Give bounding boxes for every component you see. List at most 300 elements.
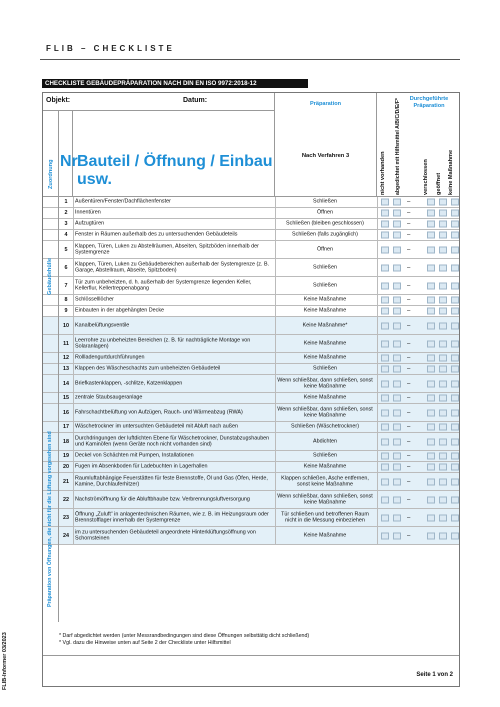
- checkbox-nicht-vorhanden[interactable]: [381, 246, 389, 253]
- row-number: 10: [63, 322, 69, 329]
- row-preparation: Wenn schließbar, dann schließen, sonst keine Maßnahme: [277, 405, 373, 419]
- checkbox-abgedichtet[interactable]: [393, 395, 401, 402]
- page-number: Seite 1 von 2: [416, 672, 453, 678]
- checkbox-keine-massnahme[interactable]: [451, 199, 459, 206]
- checkbox-keine-massnahme[interactable]: [451, 478, 459, 485]
- table-row: [43, 208, 459, 219]
- row-component: Fugen im Absenkboden für Ladebuchten in Lagerhallen: [75, 463, 208, 470]
- checkbox-verschlossen[interactable]: [427, 478, 435, 485]
- verfahren-label: Nach Verfahren 3: [301, 153, 350, 159]
- checklist-title: CHECKLISTE GEBÄUDEPRÄPARATION NACH DIN EN ISO 9972:2018-12: [42, 79, 308, 88]
- row-preparation: Keine Maßnahme: [303, 307, 347, 314]
- column-divider: [275, 295, 276, 305]
- checkbox-abgedichtet[interactable]: [393, 424, 401, 431]
- abgedichtet-code-dash: –: [407, 514, 411, 521]
- row-preparation: Keine Maßnahme: [303, 296, 347, 303]
- column-divider: [275, 375, 276, 392]
- checkbox-nicht-vorhanden[interactable]: [381, 340, 389, 347]
- row-number: 7: [64, 282, 68, 289]
- row-preparation: Schließen (bleiben geschlossen): [286, 220, 364, 227]
- footnote-2: * Vgl. dazu die Hinweise unten auf Seite 2 der Checkliste unter Hilfsmittel: [59, 640, 231, 646]
- checkbox-abgedichtet[interactable]: [393, 532, 401, 539]
- row-component: Kanalbelüftungsventile: [75, 322, 130, 329]
- table-row: [43, 473, 459, 491]
- row-checkboxes: [377, 230, 459, 240]
- row-checkboxes: [377, 306, 459, 316]
- table-row: [43, 219, 459, 230]
- column-divider: [73, 277, 74, 294]
- column-divider: [73, 295, 74, 305]
- row-number: 15: [63, 395, 69, 401]
- abgedichtet-code-dash: –: [407, 210, 411, 216]
- footer-divider: [43, 655, 459, 656]
- checkbox-nicht-vorhanden[interactable]: [381, 514, 389, 521]
- row-number: 12: [63, 355, 69, 361]
- column-divider: [73, 527, 74, 544]
- checkbox-geoeffnet[interactable]: [439, 366, 447, 373]
- row-component: Einbauten in der abgehängten Decke: [75, 307, 165, 314]
- checkbox-abgedichtet[interactable]: [393, 340, 401, 347]
- durchgefuehrt-header: [377, 93, 459, 145]
- checkbox-keine-massnahme[interactable]: [451, 409, 459, 416]
- checkbox-verschlossen[interactable]: [427, 409, 435, 416]
- checkbox-abgedichtet[interactable]: [393, 282, 401, 289]
- abgedichtet-code-dash: –: [407, 496, 411, 503]
- checkbox-nicht-vorhanden[interactable]: [381, 453, 389, 460]
- check-header-keine-massnahme: keine Maßnahme: [448, 149, 454, 195]
- checkbox-nicht-vorhanden[interactable]: [381, 424, 389, 431]
- checkbox-geoeffnet[interactable]: [439, 409, 447, 416]
- row-number: 21: [63, 478, 69, 485]
- checkbox-abgedichtet[interactable]: [393, 478, 401, 485]
- checkbox-verschlossen[interactable]: [427, 340, 435, 347]
- durchgefuehrt-label: Durchgeführte Präparation: [409, 96, 449, 109]
- table-row: [43, 451, 459, 462]
- row-preparation: Öffnen: [316, 246, 334, 253]
- checkbox-nicht-vorhanden[interactable]: [381, 308, 389, 315]
- column-divider: [275, 197, 276, 207]
- nr-label: Nr.: [60, 153, 82, 170]
- column-divider: [275, 208, 276, 218]
- checkbox-keine-massnahme[interactable]: [451, 221, 459, 228]
- row-number: 24: [63, 532, 69, 539]
- header-fields: [43, 93, 275, 111]
- footnotes: [59, 633, 309, 647]
- checkbox-verschlossen[interactable]: [427, 380, 435, 387]
- checkbox-abgedichtet[interactable]: [393, 409, 401, 416]
- checkbox-keine-massnahme[interactable]: [451, 355, 459, 362]
- checkbox-geoeffnet[interactable]: [439, 199, 447, 206]
- checkbox-geoeffnet[interactable]: [439, 297, 447, 304]
- abgedichtet-code-dash: –: [407, 478, 411, 485]
- group-label-oeffnungen: Präparation von Öffnungen, die nicht für die Lüftung vorgesehen sind: [47, 431, 53, 607]
- column-divider: [73, 306, 74, 316]
- table-row: [43, 335, 459, 353]
- column-divider: [73, 393, 74, 403]
- checkbox-geoeffnet[interactable]: [439, 246, 447, 253]
- checkbox-verschlossen[interactable]: [427, 514, 435, 521]
- row-checkboxes: [377, 393, 459, 403]
- checkbox-verschlossen[interactable]: [427, 282, 435, 289]
- row-number: 6: [64, 264, 68, 271]
- group-gebaeudehuelle: [43, 197, 59, 337]
- checkbox-verschlossen[interactable]: [427, 264, 435, 271]
- column-divider: [275, 509, 276, 526]
- checkbox-keine-massnahme[interactable]: [451, 424, 459, 431]
- column-divider: [73, 335, 74, 352]
- checkbox-keine-massnahme[interactable]: [451, 282, 459, 289]
- column-divider: [73, 422, 74, 432]
- bauteil-header: [73, 111, 275, 197]
- column-divider: [275, 404, 276, 421]
- row-preparation: Wenn schließbar, dann schließen, sonst keine Maßnahme: [277, 492, 373, 506]
- abgedichtet-code-dash: –: [407, 232, 411, 238]
- row-number: 11: [63, 340, 69, 347]
- abgedichtet-code-dash: –: [407, 464, 411, 470]
- checkbox-geoeffnet[interactable]: [439, 478, 447, 485]
- checkbox-geoeffnet[interactable]: [439, 438, 447, 445]
- checkbox-geoeffnet[interactable]: [439, 453, 447, 460]
- checklist-rows: [43, 197, 459, 617]
- checkbox-keine-massnahme[interactable]: [451, 264, 459, 271]
- checkbox-geoeffnet[interactable]: [439, 322, 447, 329]
- column-divider: [73, 404, 74, 421]
- abgedichtet-code-dash: –: [407, 221, 411, 227]
- abgedichtet-code-dash: –: [407, 322, 411, 329]
- column-divider: [73, 451, 74, 461]
- column-divider: [73, 219, 74, 229]
- group-oeffnungen: [43, 337, 59, 622]
- column-divider: [73, 230, 74, 240]
- column-divider: [275, 364, 276, 374]
- checkbox-nicht-vorhanden[interactable]: [381, 380, 389, 387]
- checkbox-keine-massnahme[interactable]: [451, 366, 459, 373]
- table-row: [43, 375, 459, 393]
- column-divider: [73, 208, 74, 218]
- checkbox-keine-massnahme[interactable]: [451, 340, 459, 347]
- checkbox-abgedichtet[interactable]: [393, 496, 401, 503]
- checkbox-geoeffnet[interactable]: [439, 282, 447, 289]
- checkbox-verschlossen[interactable]: [427, 232, 435, 239]
- column-divider: [73, 433, 74, 450]
- row-component: Klappen, Türen, Luken zu Abstellräumen, Abseiten, Spitzböden innerhalb der Systemgrenze: [75, 242, 259, 256]
- praeparation-header: [275, 93, 377, 145]
- row-number: 19: [63, 453, 69, 459]
- checkbox-keine-massnahme[interactable]: [451, 232, 459, 239]
- checkbox-geoeffnet[interactable]: [439, 514, 447, 521]
- checkbox-abgedichtet[interactable]: [393, 199, 401, 206]
- checkbox-keine-massnahme[interactable]: [451, 514, 459, 521]
- row-preparation: Keine Maßnahme: [303, 532, 347, 539]
- abgedichtet-code-dash: –: [407, 532, 411, 539]
- checkbox-geoeffnet[interactable]: [439, 210, 447, 217]
- checkbox-nicht-vorhanden[interactable]: [381, 438, 389, 445]
- checkbox-geoeffnet[interactable]: [439, 532, 447, 539]
- row-number: 8: [64, 297, 68, 303]
- checkbox-abgedichtet[interactable]: [393, 210, 401, 217]
- checkbox-keine-massnahme[interactable]: [451, 464, 459, 471]
- praeparation-label: Präparation: [309, 101, 342, 107]
- column-divider: [275, 230, 276, 240]
- checkbox-verschlossen[interactable]: [427, 532, 435, 539]
- table-row: [43, 197, 459, 208]
- abgedichtet-code-dash: –: [407, 199, 411, 205]
- abgedichtet-code-dash: –: [407, 366, 411, 372]
- column-divider: [73, 473, 74, 490]
- column-divider: [73, 197, 74, 207]
- checkbox-verschlossen[interactable]: [427, 424, 435, 431]
- checkbox-keine-massnahme[interactable]: [451, 297, 459, 304]
- column-divider: [275, 393, 276, 403]
- row-number: 14: [63, 380, 69, 387]
- row-preparation: Schließen: [313, 365, 337, 372]
- checkbox-verschlossen[interactable]: [427, 438, 435, 445]
- checkbox-nicht-vorhanden[interactable]: [381, 478, 389, 485]
- table-row: [43, 353, 459, 364]
- row-checkboxes: [377, 277, 459, 294]
- checkbox-abgedichtet[interactable]: [393, 246, 401, 253]
- objekt-label: Objekt:: [46, 97, 71, 104]
- checkbox-nicht-vorhanden[interactable]: [381, 221, 389, 228]
- row-checkboxes: [377, 462, 459, 472]
- row-preparation: Keine Maßnahme: [303, 340, 347, 347]
- checkbox-nicht-vorhanden[interactable]: [381, 232, 389, 239]
- checkbox-abgedichtet[interactable]: [393, 232, 401, 239]
- checkbox-nicht-vorhanden[interactable]: [381, 282, 389, 289]
- table-row: [43, 364, 459, 375]
- row-component: Deckel von Schächten mit Pumpen, Installationen: [75, 452, 194, 459]
- row-checkboxes: [377, 353, 459, 363]
- abgedichtet-code-dash: –: [407, 246, 411, 253]
- row-preparation: Schließen (falls zugänglich): [292, 231, 358, 238]
- row-component: Klappen, Türen, Luken zu Gebäudebereichen außerhalb der Systemgrenze (z. B. Garage, Abstellraum, Abseite, Spitzboden): [75, 260, 270, 274]
- row-checkboxes: [377, 491, 459, 508]
- checkbox-verschlossen[interactable]: [427, 322, 435, 329]
- row-preparation: Klappen schließen, Asche entfernen, sonst keine Maßnahme: [281, 474, 369, 488]
- row-number: 3: [64, 221, 68, 227]
- row-number: 2: [64, 210, 68, 216]
- row-checkboxes: [377, 241, 459, 258]
- row-component: Schlösselllöcher: [75, 296, 114, 303]
- group-label-gebaeudehuelle: Gebäudehülle: [47, 258, 53, 295]
- row-number: 5: [64, 246, 68, 253]
- row-number: 22: [63, 496, 69, 503]
- check-header-verschlossen: verschlossen: [423, 159, 429, 195]
- checkbox-geoeffnet[interactable]: [439, 395, 447, 402]
- checkbox-geoeffnet[interactable]: [439, 355, 447, 362]
- table-row: [43, 295, 459, 306]
- checkbox-abgedichtet[interactable]: [393, 366, 401, 373]
- checkbox-nicht-vorhanden[interactable]: [381, 297, 389, 304]
- row-component: Aufzugtüren: [75, 220, 105, 227]
- abgedichtet-code-dash: –: [407, 438, 411, 445]
- row-preparation: Schließen: [313, 282, 337, 289]
- row-preparation: Schließen (Wäschetrockner): [290, 423, 359, 430]
- row-preparation: Keine Maßnahme: [303, 354, 347, 361]
- check-header-abgedichtet: abgedichtet mit Hilfsmittel A/B/C/D/E/F*: [395, 98, 401, 195]
- row-checkboxes: [377, 317, 459, 334]
- checkbox-verschlossen[interactable]: [427, 297, 435, 304]
- checkbox-nicht-vorhanden[interactable]: [381, 322, 389, 329]
- row-number: 23: [63, 514, 69, 521]
- row-checkboxes: [377, 197, 459, 207]
- checkbox-verschlossen[interactable]: [427, 308, 435, 315]
- table-row: [43, 230, 459, 241]
- row-checkboxes: [377, 404, 459, 421]
- column-divider: [275, 433, 276, 450]
- column-divider: [73, 462, 74, 472]
- column-divider: [275, 335, 276, 352]
- row-preparation: Schließen: [313, 198, 337, 205]
- checkbox-verschlossen[interactable]: [427, 210, 435, 217]
- row-component: Innentüren: [75, 209, 101, 216]
- abgedichtet-code-dash: –: [407, 282, 411, 289]
- abgedichtet-code-dash: –: [407, 264, 411, 271]
- table-row: [43, 259, 459, 277]
- checkbox-abgedichtet[interactable]: [393, 380, 401, 387]
- checkbox-nicht-vorhanden[interactable]: [381, 464, 389, 471]
- checkbox-abgedichtet[interactable]: [393, 355, 401, 362]
- page-header: FLIB – CHECKLISTE: [46, 44, 175, 53]
- checkbox-geoeffnet[interactable]: [439, 424, 447, 431]
- checkbox-verschlossen[interactable]: [427, 464, 435, 471]
- checkbox-nicht-vorhanden[interactable]: [381, 409, 389, 416]
- footnote-1: * Darf abgedichtet werden (unter Messrandbedingungen sind diese Öffnungen selbsttätig dicht schließend): [59, 633, 310, 639]
- row-component: Öffnung „Zuluft“ in anlagentechnischen Räumen, wie z. B. im Heizungsraum oder Brennstofflager innerhalb der Systemgrenze: [75, 510, 269, 524]
- row-number: 18: [63, 438, 69, 445]
- table-row: [43, 404, 459, 422]
- verfahren-header: [275, 145, 377, 197]
- row-number: 1: [64, 199, 68, 205]
- checkbox-verschlossen[interactable]: [427, 453, 435, 460]
- row-number: 20: [63, 464, 69, 470]
- checkbox-abgedichtet[interactable]: [393, 297, 401, 304]
- row-component: Außentüren/Fenster/Dachflächenfenster: [75, 198, 171, 205]
- checkbox-keine-massnahme[interactable]: [451, 380, 459, 387]
- checkbox-abgedichtet[interactable]: [393, 264, 401, 271]
- table-row: [43, 462, 459, 473]
- row-component: Klappen des Wäscheschachts zum unbeheizten Gebäudeteil: [75, 365, 221, 372]
- row-component: zentrale Staubsaugeranlage: [75, 394, 143, 401]
- row-preparation: Öffnen: [316, 209, 334, 216]
- checkbox-verschlossen[interactable]: [427, 366, 435, 373]
- column-divider: [73, 317, 74, 334]
- column-divider: [275, 317, 276, 334]
- row-checkboxes: [377, 295, 459, 305]
- checkbox-verschlossen[interactable]: [427, 496, 435, 503]
- checkbox-abgedichtet[interactable]: [393, 308, 401, 315]
- checkbox-geoeffnet[interactable]: [439, 380, 447, 387]
- datum-label: Datum:: [183, 97, 208, 104]
- column-divider: [73, 491, 74, 508]
- row-checkboxes: [377, 208, 459, 218]
- column-divider: [275, 422, 276, 432]
- abgedichtet-code-dash: –: [407, 453, 411, 459]
- checkbox-keine-massnahme[interactable]: [451, 322, 459, 329]
- checkbox-geoeffnet[interactable]: [439, 496, 447, 503]
- checkbox-keine-massnahme[interactable]: [451, 210, 459, 217]
- checkbox-abgedichtet[interactable]: [393, 438, 401, 445]
- checkbox-keine-massnahme[interactable]: [451, 453, 459, 460]
- checkbox-nicht-vorhanden[interactable]: [381, 355, 389, 362]
- checkbox-geoeffnet[interactable]: [439, 221, 447, 228]
- column-divider: [73, 353, 74, 363]
- checkbox-nicht-vorhanden[interactable]: [381, 366, 389, 373]
- checkbox-verschlossen[interactable]: [427, 199, 435, 206]
- checkbox-keine-massnahme[interactable]: [451, 308, 459, 315]
- checkbox-verschlossen[interactable]: [427, 246, 435, 253]
- column-divider: [275, 353, 276, 363]
- checkbox-abgedichtet[interactable]: [393, 322, 401, 329]
- checkbox-keine-massnahme[interactable]: [451, 395, 459, 402]
- checkbox-abgedichtet[interactable]: [393, 514, 401, 521]
- table-row: [43, 241, 459, 259]
- row-checkboxes: [377, 364, 459, 374]
- row-component: Raumluftabhängige Feuerstätten für feste Brennstoffe, Öl und Gas (Öfen, Herde, Kamine, Durchlauferhitzer): [75, 474, 268, 488]
- checkbox-abgedichtet[interactable]: [393, 221, 401, 228]
- checkbox-abgedichtet[interactable]: [393, 453, 401, 460]
- row-checkboxes: [377, 335, 459, 352]
- abgedichtet-code-dash: –: [407, 395, 411, 401]
- row-checkboxes: [377, 219, 459, 229]
- column-divider: [275, 462, 276, 472]
- column-divider: [275, 491, 276, 508]
- checkbox-geoeffnet[interactable]: [439, 264, 447, 271]
- table-row: [43, 317, 459, 335]
- abgedichtet-code-dash: –: [407, 297, 411, 303]
- table-row: [43, 277, 459, 295]
- row-component: Durchdringungen der luftdichten Ebene für Wäschetrockner, Dunstabzugshauben und Kaminöfen (wenn Geräte noch nicht vorhanden sind): [75, 434, 270, 448]
- row-preparation: Schließen: [313, 264, 337, 271]
- column-divider: [275, 277, 276, 294]
- checkbox-keine-massnahme[interactable]: [451, 532, 459, 539]
- row-preparation: Abdichten: [313, 438, 337, 445]
- row-checkboxes: [377, 509, 459, 526]
- table-row: [43, 422, 459, 433]
- column-divider: [73, 259, 74, 276]
- side-label: FLIB-Informer 03/2023: [2, 632, 8, 690]
- checkbox-nicht-vorhanden[interactable]: [381, 199, 389, 206]
- checkbox-keine-massnahme[interactable]: [451, 246, 459, 253]
- column-divider: [275, 306, 276, 316]
- checkbox-abgedichtet[interactable]: [393, 464, 401, 471]
- abgedichtet-code-dash: –: [407, 380, 411, 387]
- checkbox-nicht-vorhanden[interactable]: [381, 496, 389, 503]
- checkbox-verschlossen[interactable]: [427, 221, 435, 228]
- column-divider: [275, 451, 276, 461]
- row-component: Fenster in Räumen außerhalb des zu untersuchenden Gebäudeteils: [75, 231, 238, 238]
- checkbox-nicht-vorhanden[interactable]: [381, 395, 389, 402]
- checkbox-verschlossen[interactable]: [427, 395, 435, 402]
- checkbox-geoeffnet[interactable]: [439, 464, 447, 471]
- checkbox-verschlossen[interactable]: [427, 355, 435, 362]
- row-preparation: Keine Maßnahme*: [302, 322, 348, 329]
- row-component: im zu untersuchenden Gebäudeteil angeordnete Hinterklüftungsöffnung von Schornsteinen: [75, 528, 256, 542]
- checkbox-nicht-vorhanden[interactable]: [381, 264, 389, 271]
- checkbox-keine-massnahme[interactable]: [451, 496, 459, 503]
- table-row: [43, 509, 459, 527]
- zuordnung-header: [43, 111, 59, 197]
- checkbox-keine-massnahme[interactable]: [451, 438, 459, 445]
- checkbox-geoeffnet[interactable]: [439, 340, 447, 347]
- header-rule: [40, 59, 460, 60]
- row-checkboxes: [377, 527, 459, 544]
- checkbox-nicht-vorhanden[interactable]: [381, 532, 389, 539]
- checkbox-geoeffnet[interactable]: [439, 232, 447, 239]
- checkbox-nicht-vorhanden[interactable]: [381, 210, 389, 217]
- checkbox-geoeffnet[interactable]: [439, 308, 447, 315]
- row-number: 17: [63, 424, 69, 430]
